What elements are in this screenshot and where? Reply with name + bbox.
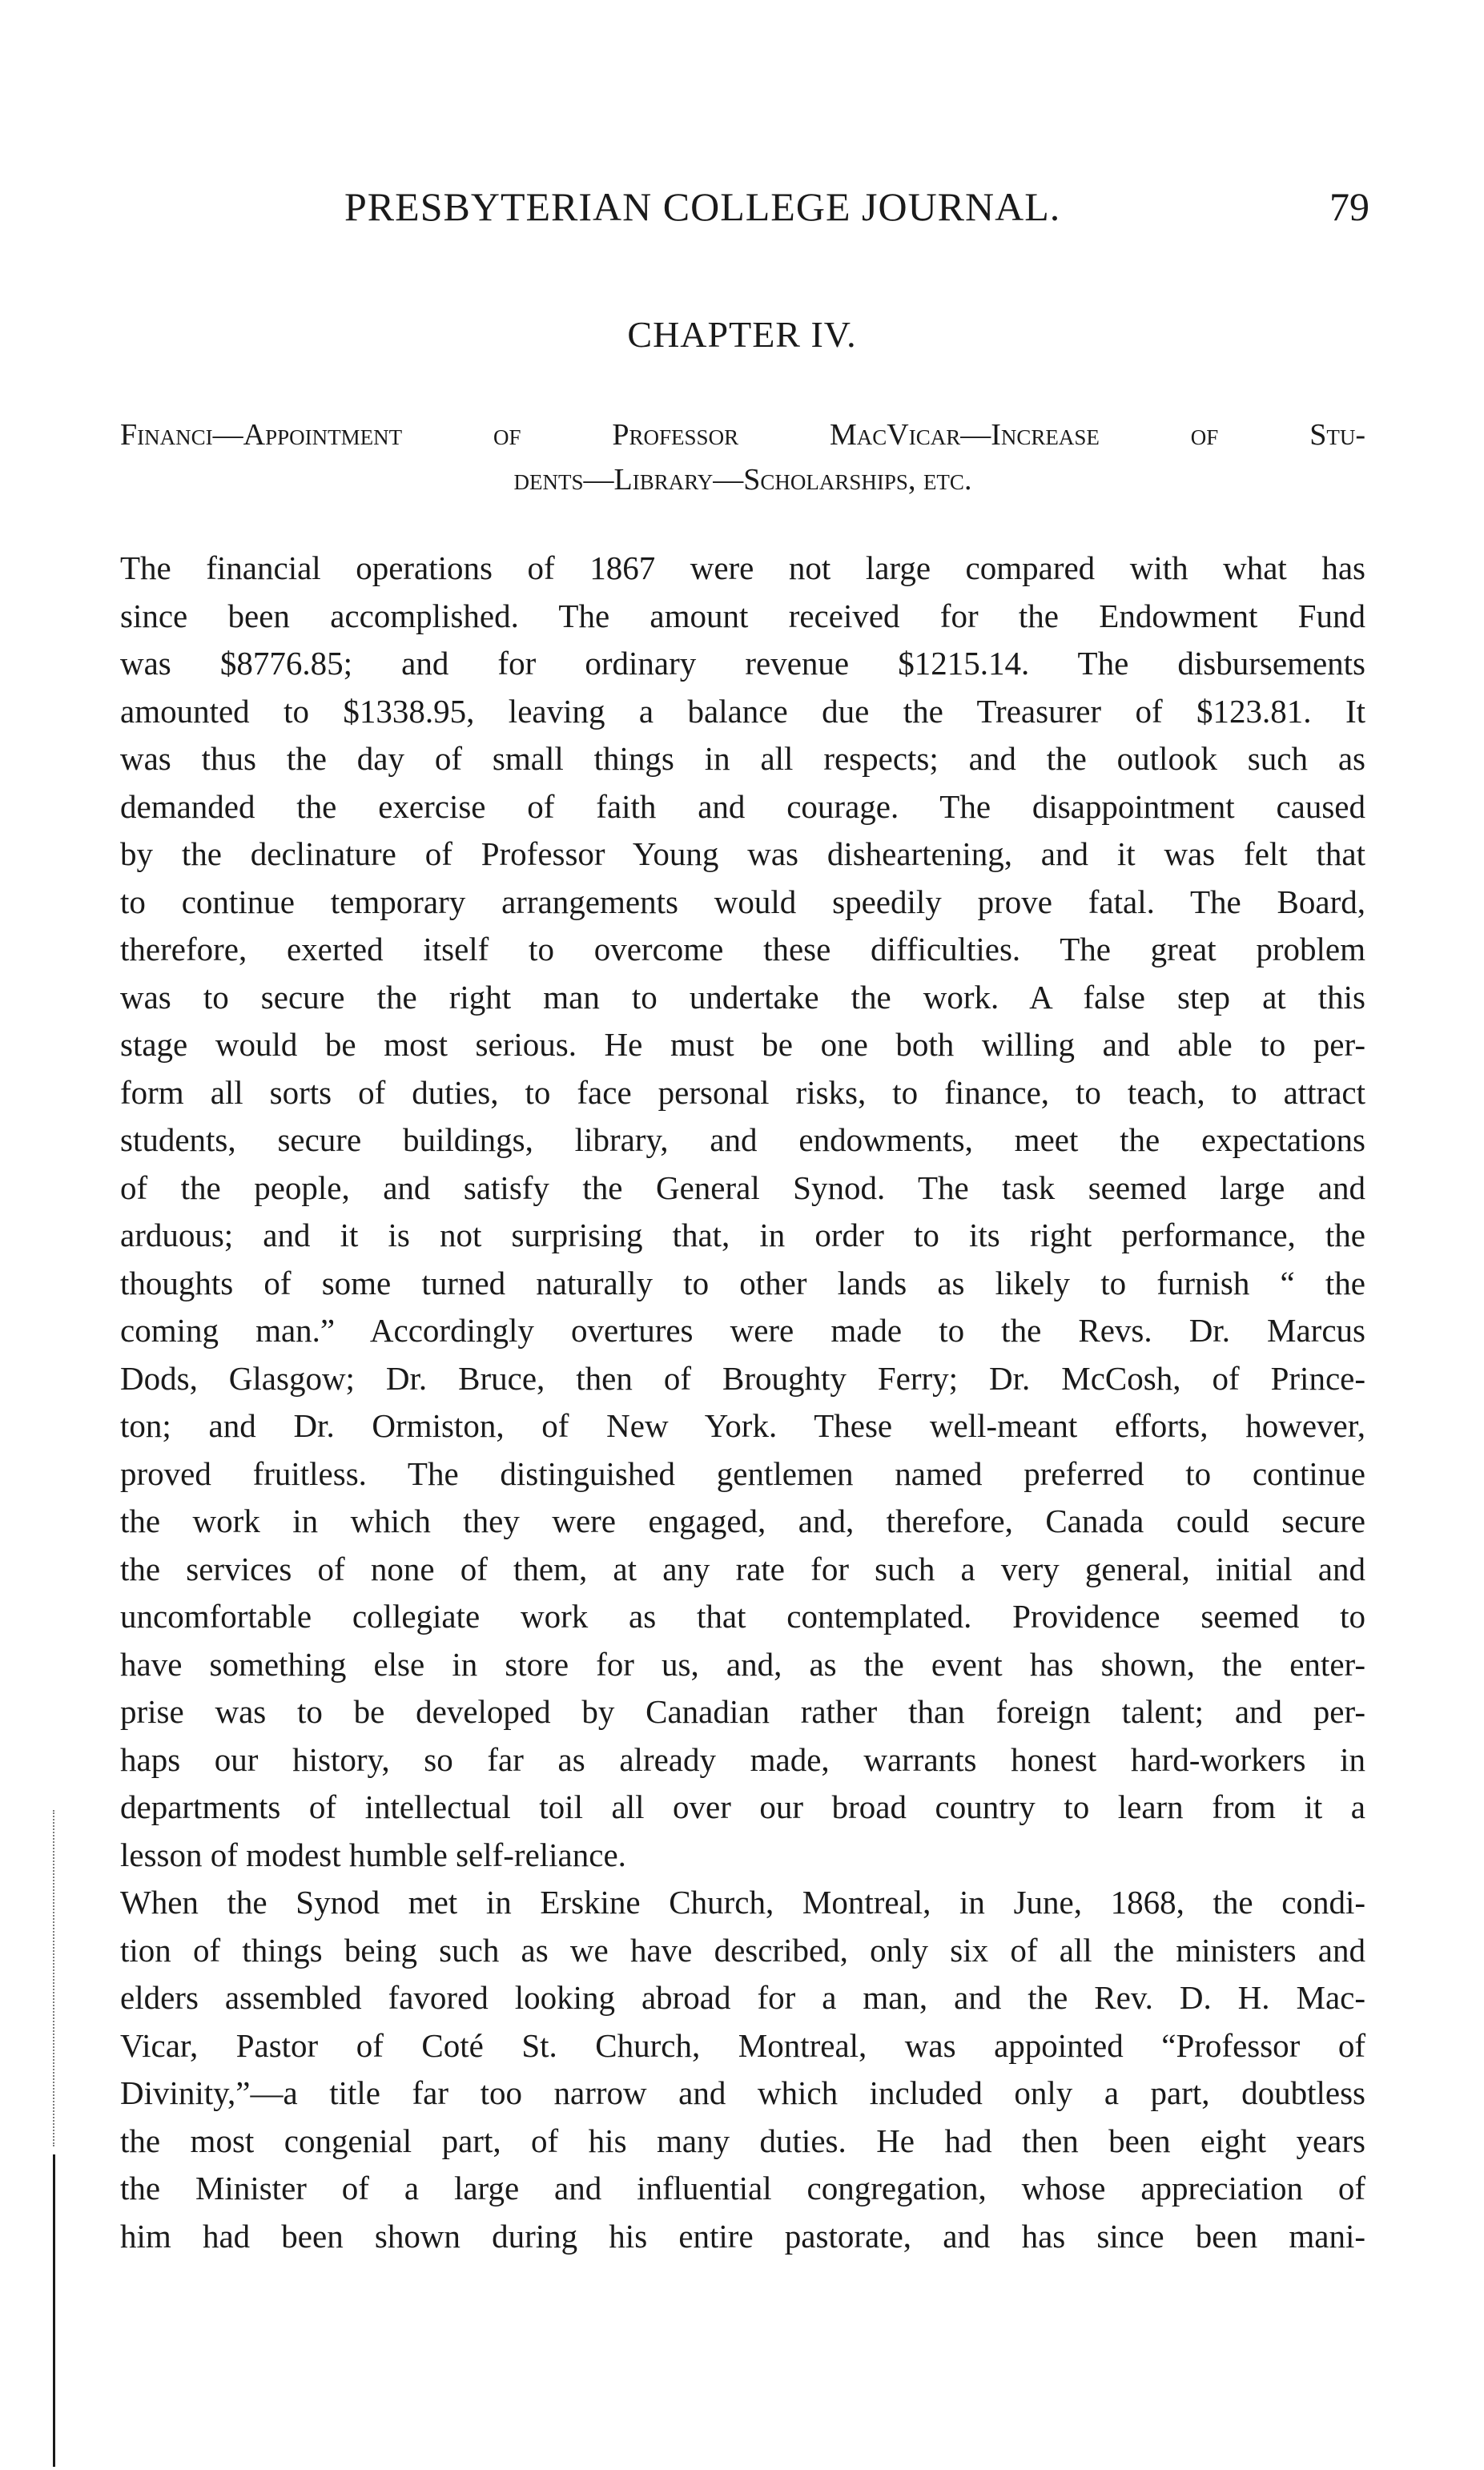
text-line: When the Synod met in Erskine Church, Montreal, in June, 1868, the condi- — [120, 1884, 1365, 1921]
text-line: the services of none of them, at any rate for such a very general, initial and — [120, 1550, 1365, 1587]
paragraph-finances — [120, 545, 1365, 1879]
text-line: was thus the day of small things in all respects; and the outlook such as — [120, 740, 1365, 777]
text-line: have something else in store for us, and, as the event has shown, the enter- — [120, 1645, 1365, 1683]
text-line: was to secure the right man to undertake the work. A false step at this — [120, 978, 1365, 1016]
chapter-subtitle — [120, 412, 1365, 502]
margin-dotted-line — [53, 1810, 56, 2146]
text-line: departments of intellectual toil all over our broad country to learn from it a — [120, 1788, 1365, 1825]
text-line: Dods, Glasgow; Dr. Bruce, then of Broughty Ferry; Dr. McCosh, of Prince- — [120, 1359, 1365, 1397]
text-line: demanded the exercise of faith and courage. The disappointment caused — [120, 787, 1365, 825]
text-line: him had been shown during his entire pastorate, and has since been mani- — [120, 2217, 1365, 2255]
text-line: arduous; and it is not surprising that, in order to its right performance, the — [120, 1217, 1365, 1253]
chapter-subtitle-line: Financi—Appointment of Professor MacVicar—Increase of Stu- — [120, 418, 1365, 452]
text-line: form all sorts of duties, to face personal risks, to finance, to teach, to attract — [120, 1073, 1365, 1111]
running-title: PRESBYTERIAN COLLEGE JOURNAL. — [344, 184, 1061, 229]
text-line: proved fruitless. The distinguished gentlemen named preferred to continue — [120, 1454, 1365, 1492]
chapter-subtitle-line: dents—Library—Scholarships, etc. — [513, 463, 972, 497]
text-line: tion of things being such as we have described, only six of all the ministers and — [120, 1931, 1365, 1969]
text-line: elders assembled favored looking abroad for a man, and the Rev. D. H. Mac- — [120, 1979, 1365, 2016]
text-line: prise was to be developed by Canadian rather than foreign talent; and per- — [120, 1693, 1365, 1730]
text-line: to continue temporary arrangements would speedily prove fatal. The Board, — [120, 883, 1365, 920]
text-line: ton; and Dr. Ormiston, of New York. These well-meant efforts, however, — [120, 1407, 1365, 1444]
text-line: uncomfortable collegiate work as that contemplated. Providence seemed to — [120, 1598, 1365, 1635]
text-line: stage would be most serious. He must be one both willing and able to per- — [120, 1026, 1365, 1063]
text-line: coming man.” Accordingly overtures were made to the Revs. Dr. Marcus — [120, 1312, 1365, 1349]
page-number: 79 — [1329, 184, 1369, 229]
text-line: Vicar, Pastor of Coté St. Church, Montreal, was appointed “Professor of — [120, 2026, 1365, 2064]
text-line: Divinity,”—a title far too narrow and which included only a part, doubtless — [120, 2074, 1365, 2111]
text-line: of the people, and satisfy the General Synod. The task seemed large and — [120, 1169, 1365, 1206]
text-line: lesson of modest humble self-reliance. — [120, 1836, 626, 1873]
text-line: thoughts of some turned naturally to other lands as likely to furnish “ the — [120, 1264, 1365, 1301]
text-line: the work in which they were engaged, and, therefore, Canada could secure — [120, 1503, 1365, 1539]
body-text — [120, 545, 1365, 2260]
text-line: students, secure buildings, library, and endowments, meet the expectations — [120, 1121, 1365, 1158]
text-line: by the declinature of Professor Young was disheartening, and it was felt that — [120, 835, 1365, 872]
text-line: haps our history, so far as already made, warrants honest hard-workers in — [120, 1740, 1365, 1778]
text-line: since been accomplished. The amount received for the Endowment Fund — [120, 597, 1365, 634]
text-line: was $8776.85; and for ordinary revenue $1215.14. The disbursements — [120, 645, 1365, 682]
text-line: the most congenial part, of his many duties. He had then been eight years — [120, 2122, 1365, 2159]
text-line: amounted to $1338.95, leaving a balance due the Treasurer of $123.81. It — [120, 692, 1365, 730]
paragraph-synod — [120, 1879, 1365, 2260]
margin-rule — [53, 2154, 55, 2467]
chapter-title: CHAPTER IV. — [627, 314, 857, 355]
text-line: the Minister of a large and influential congregation, whose appreciation of — [120, 2170, 1365, 2207]
text-line: The financial operations of 1867 were not large compared with what has — [120, 549, 1365, 586]
text-line: therefore, exerted itself to overcome these difficulties. The great problem — [120, 931, 1365, 967]
